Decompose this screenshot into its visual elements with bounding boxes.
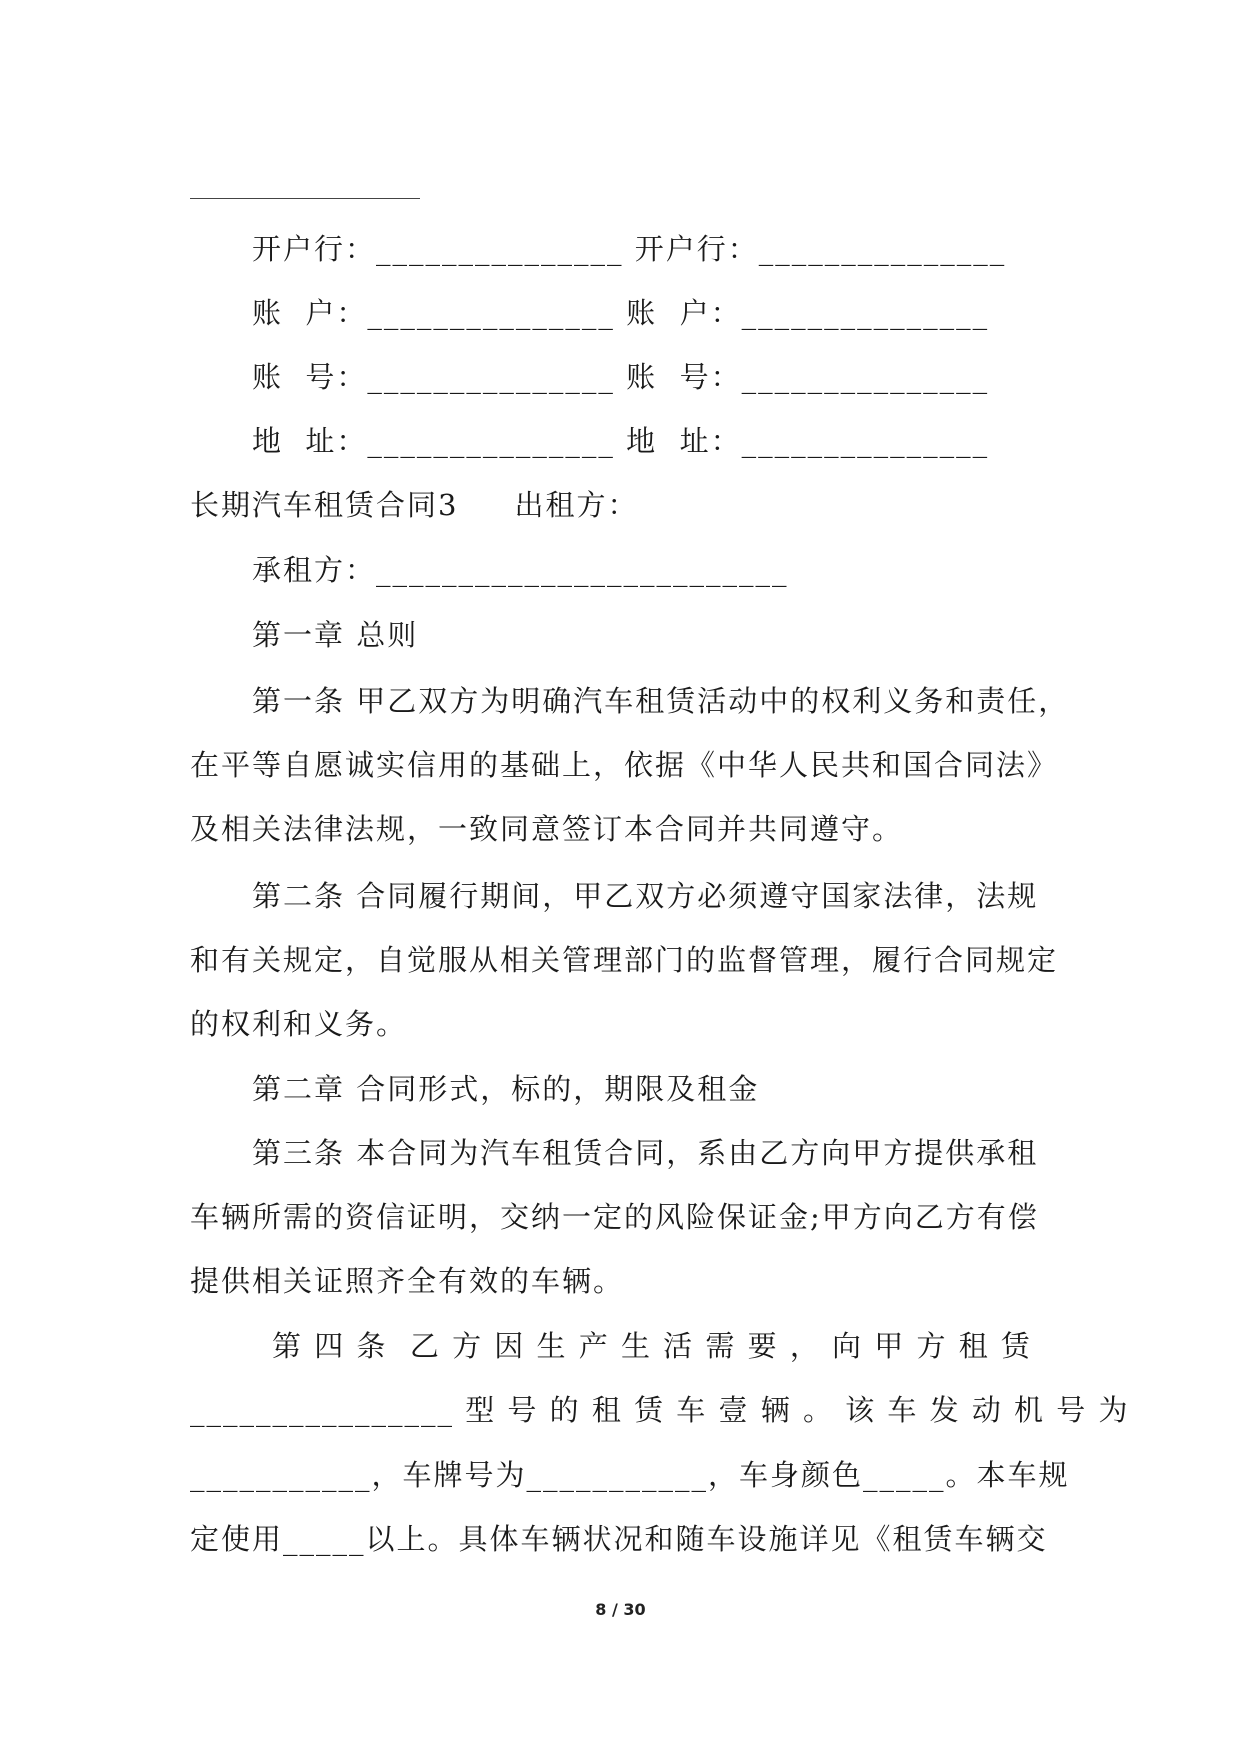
article-3-line-2: 车辆所需的资信证明，交纳一定的风险保证金;甲方向乙方有偿 <box>190 1200 1039 1234</box>
contract-title-line: 长期汽车租赁合同3 出租方： <box>190 488 639 522</box>
page-number: 8 / 30 <box>595 1600 646 1619</box>
account-name-line: 账 户：_______________ 账 户：_______________ <box>252 296 990 330</box>
article-3-line-1: 第三条 本合同为汽车租赁合同，系由乙方向甲方提供承租 <box>252 1136 1039 1170</box>
address-line: 地 址：_______________ 地 址：_______________ <box>252 424 990 458</box>
article-1-line-3: 及相关法律法规，一致同意签订本合同并共同遵守。 <box>190 812 904 846</box>
top-underline-rule <box>190 198 420 199</box>
article-4-line-1: 第 四 条 乙 方 因 生 产 生 活 需 要 ， 向 甲 方 租 赁 <box>272 1329 1032 1363</box>
chapter-2-heading: 第二章 合同形式，标的，期限及租金 <box>252 1072 760 1106</box>
article-4-line-4: 定使用_____以上。具体车辆状况和随车设施详见《租赁车辆交 <box>190 1522 1048 1556</box>
article-2-line-1: 第二条 合同履行期间，甲乙双方必须遵守国家法律，法规 <box>252 879 1039 913</box>
article-1-line-1: 第一条 甲乙双方为明确汽车租赁活动中的权利义务和责任， <box>252 684 1070 718</box>
article-1-line-2: 在平等自愿诚实信用的基础上，依据《中华人民共和国合同法》 <box>190 748 1059 782</box>
bank-line: 开户行：_______________ 开户行：_______________ <box>252 232 1007 266</box>
article-2-line-3: 的权利和义务。 <box>190 1007 408 1041</box>
chapter-1-heading: 第一章 总则 <box>252 618 419 652</box>
lessee-line: 承租方：_________________________ <box>252 553 789 587</box>
article-4-line-3: ___________，车牌号为___________，车身颜色_____。本车规 <box>190 1458 1070 1492</box>
article-3-line-3: 提供相关证照齐全有效的车辆。 <box>190 1264 625 1298</box>
article-4-line-2: ________________ 型 号 的 租 赁 车 壹 辆 。 该 车 发 动 机 号 为 <box>190 1393 1130 1427</box>
account-number-line: 账 号：_______________ 账 号：_______________ <box>252 360 990 394</box>
article-2-line-2: 和有关规定，自觉服从相关管理部门的监督管理，履行合同规定 <box>190 943 1059 977</box>
